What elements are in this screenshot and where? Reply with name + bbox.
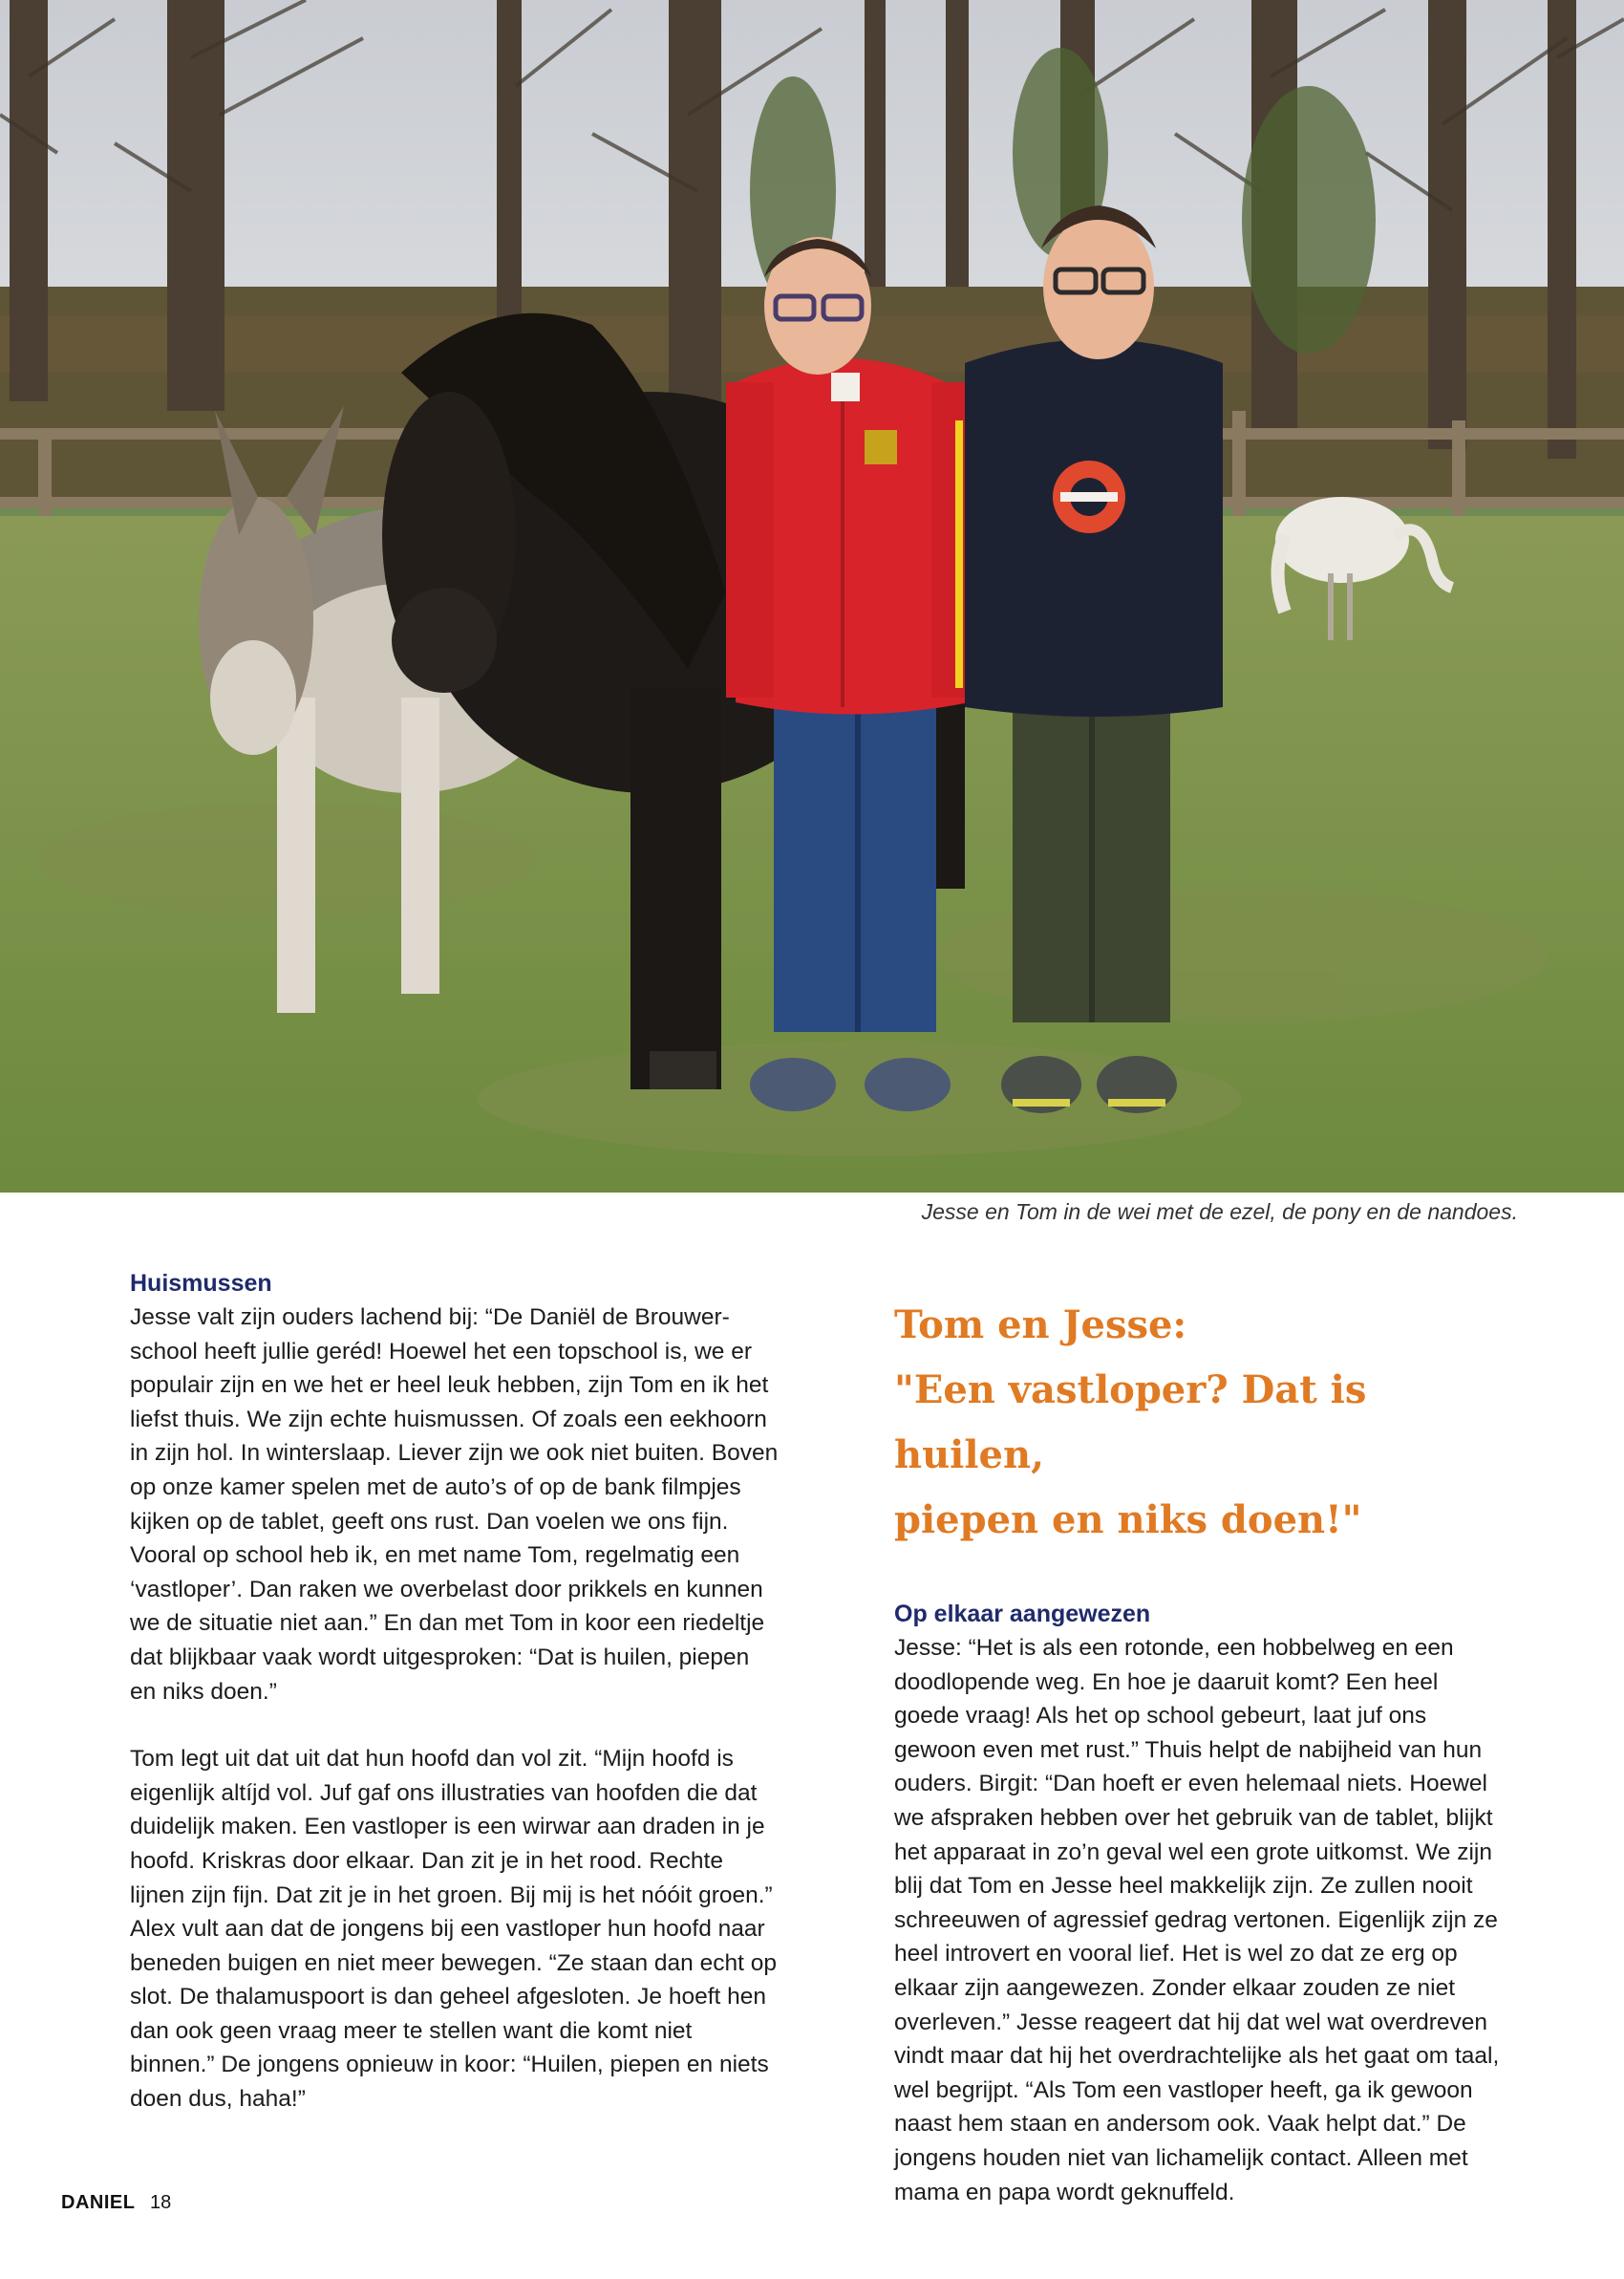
headline-line: "Een vastloper? Dat is huilen, [894, 1367, 1367, 1477]
article-column-left [130, 1266, 780, 2117]
subhead-huismussen: Huismussen [130, 1270, 272, 1297]
page-number: 18 [150, 2192, 172, 2213]
paragraph: Tom legt uit dat uit dat hun hoofd dan vol zit. “Mijn hoofd is eigenlijk altíjd vol. Juf gaf ons illustraties van hoofden die dat duidelijk maken. Een vastloper is een wirwar aan draden in je hoofd. Kriskras door elkaar. Dan zit je in het rood. Rechte lijnen zijn fijn. Dat zit je in het groen. Bij mij is het nóóit groen.” [130, 1746, 773, 1908]
article-headline [894, 1293, 1506, 1553]
headline-line: piepen en niks doen!" [894, 1497, 1362, 1542]
paragraph: Alex vult aan dat de jongens bij een vastloper hun hoofd naar beneden buigen en niet meer bewegen. “Ze staan dan echt op slot. De thalamuspoort is dan geheel afgesloten. Je hoeft hen dan ook geen vraag meer te stellen want die komt niet binnen.” De jongens opnieuw in koor: “Huilen, piepen en niets doen dus, haha!” [130, 1916, 777, 2113]
magazine-brand: DANIEL [61, 2192, 136, 2213]
page-footer [61, 2192, 171, 2214]
subhead-op-elkaar-aangewezen: Op elkaar aangewezen [894, 1601, 1151, 1627]
photo-caption: Jesse en Tom in de wei met de ezel, de pony en de nandoes. [921, 1199, 1518, 1224]
headline-line: Tom en Jesse: [894, 1302, 1187, 1347]
article-column-right [894, 1266, 1506, 2209]
paragraph: Jesse: “Het is als een rotonde, een hobbelweg en een doodlopende weg. En hoe je daaruit komt? Een heel goede vraag! Als het op school gebeurt, laat juf ons gewoon even met rust.” Thuis helpt de nabijheid van hun ouders. Birgit: “Dan hoeft er even helemaal niets. Hoewel we afspraken hebben over het gebruik van de tablet, blijkt het apparaat in zo’n geval wel een grote uitkomst. We zijn blij dat Tom en Jesse heel makkelijk zijn. Ze zullen nooit schreeuwen of agressief gedrag vertonen. Eigenlijk zijn ze heel introvert en vooral lief. Het is wel zo dat ze erg op elkaar zijn aangewezen. Zonder elkaar zouden ze niet overleven.” Jesse reageert dat hij dat wel wat overdreven vindt maar dat hij het overdrachtelijke als het gaat om taal, wel begrijpt. “Als Tom een vastloper heeft, ga ik gewoon naast hem staan en andersom ook. Vaak helpt dat.” De jongens houden niet van lichamelijk contact. Alleen met mama en papa wordt geknuffeld. [894, 1635, 1500, 2205]
paragraph: Jesse valt zijn ouders lachend bij: “De Daniël de Brouwer-school heeft jullie geréd! Hoewel het een topschool is, we er populair zijn en we het er heel leuk hebben, zijn Tom en ik het liefst thuis. We zijn echte huismussen. Of zoals een eekhoorn in zijn hol. In winterslaap. Liever zijn we ook niet buiten. Boven op onze kamer spelen met de auto’s of op de bank filmpjes kijken op de tablet, geeft ons rust. Dan voelen we ons fijn. Vooral op school heb ik, en met name Tom, regelmatig een ‘vastloper’. Dan raken we overbelast door prikkels en kunnen we de situatie niet aan.” En dan met Tom in koor een riedeltje dat blijkbaar vaak wordt uitgesproken: “Dat is huilen, piepen en niks doen.” [130, 1304, 779, 1705]
